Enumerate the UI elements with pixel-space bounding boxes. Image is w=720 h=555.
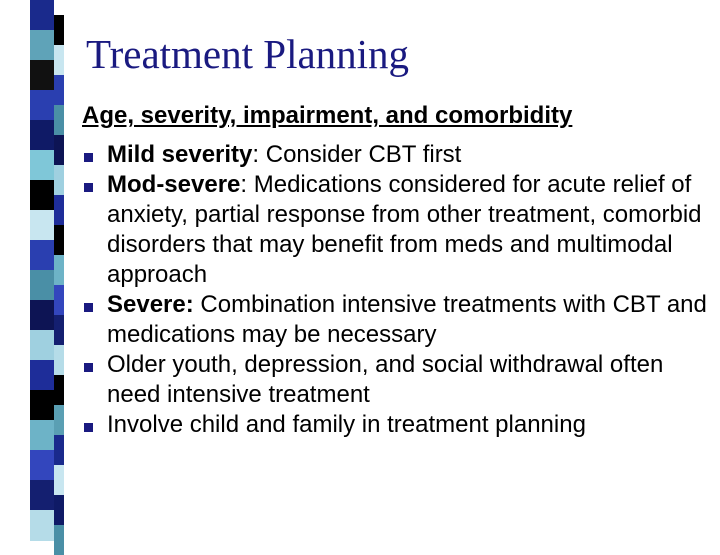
bullet-text: : Medications considered for acute relief of anxiety, partial response from other treatment, comorbid disorders that may benefit from meds and multimodal approach <box>107 171 702 288</box>
stripe-block <box>54 45 64 75</box>
stripe-block <box>54 15 64 45</box>
bullet-bold-text: Mild severity <box>107 141 253 168</box>
square-bullet-icon <box>84 153 93 162</box>
stripe-block <box>54 375 64 405</box>
stripe-block <box>30 330 54 361</box>
bullet-text: Older youth, depression, and social withdrawal often need intensive treatment <box>107 351 664 408</box>
bullet-item-mod-severe <box>82 170 712 290</box>
stripe-block <box>54 525 64 555</box>
bullet-item-older-youth <box>82 350 712 410</box>
bullet-bold-text: Mod-severe <box>107 171 241 198</box>
stripe-block <box>54 105 64 135</box>
stripe-block <box>54 75 64 105</box>
bullet-text: Combination intensive treatments with CBT and medications may be necessary <box>107 291 707 348</box>
stripe-block <box>30 300 54 331</box>
stripe-block <box>30 30 54 61</box>
stripe-block <box>54 255 64 285</box>
bullet-bold-text: Severe: <box>107 291 194 318</box>
square-bullet-icon <box>84 183 93 192</box>
slide-title: Treatment Planning <box>86 31 410 77</box>
stripe-block <box>54 225 64 255</box>
stripe-block <box>54 165 64 195</box>
stripe-block <box>30 450 54 481</box>
stripe-block <box>30 420 54 451</box>
stripe-block <box>54 285 64 315</box>
stripe-block <box>30 510 54 541</box>
stripe-block <box>30 150 54 181</box>
decorative-side-stripe <box>0 0 72 540</box>
stripe-block <box>54 465 64 495</box>
square-bullet-icon <box>84 363 93 372</box>
stripe-block <box>30 0 54 31</box>
stripe-block <box>30 270 54 301</box>
stripe-block <box>30 120 54 151</box>
stripe-block <box>54 195 64 225</box>
slide-subtitle: Age, severity, impairment, and comorbidity <box>82 102 573 129</box>
stripe-block <box>54 315 64 345</box>
stripe-block <box>30 90 54 121</box>
bullet-text: Involve child and family in treatment planning <box>107 411 586 438</box>
stripe-block <box>30 360 54 391</box>
stripe-block <box>30 390 54 421</box>
bullet-item-severe <box>82 290 712 350</box>
bullet-item-involve-family <box>82 410 712 440</box>
stripe-block <box>54 495 64 525</box>
stripe-block <box>30 210 54 241</box>
stripe-block <box>30 180 54 211</box>
stripe-block <box>54 405 64 435</box>
stripe-block <box>30 240 54 271</box>
stripe-block <box>30 480 54 511</box>
bullet-text: : Consider CBT first <box>252 141 462 168</box>
bullet-item-mild-severity <box>82 140 712 170</box>
stripe-block <box>54 435 64 465</box>
square-bullet-icon <box>84 423 93 432</box>
stripe-block <box>30 60 54 91</box>
stripe-block <box>54 345 64 375</box>
stripe-block <box>54 135 64 165</box>
square-bullet-icon <box>84 303 93 312</box>
bullet-list <box>82 140 712 440</box>
